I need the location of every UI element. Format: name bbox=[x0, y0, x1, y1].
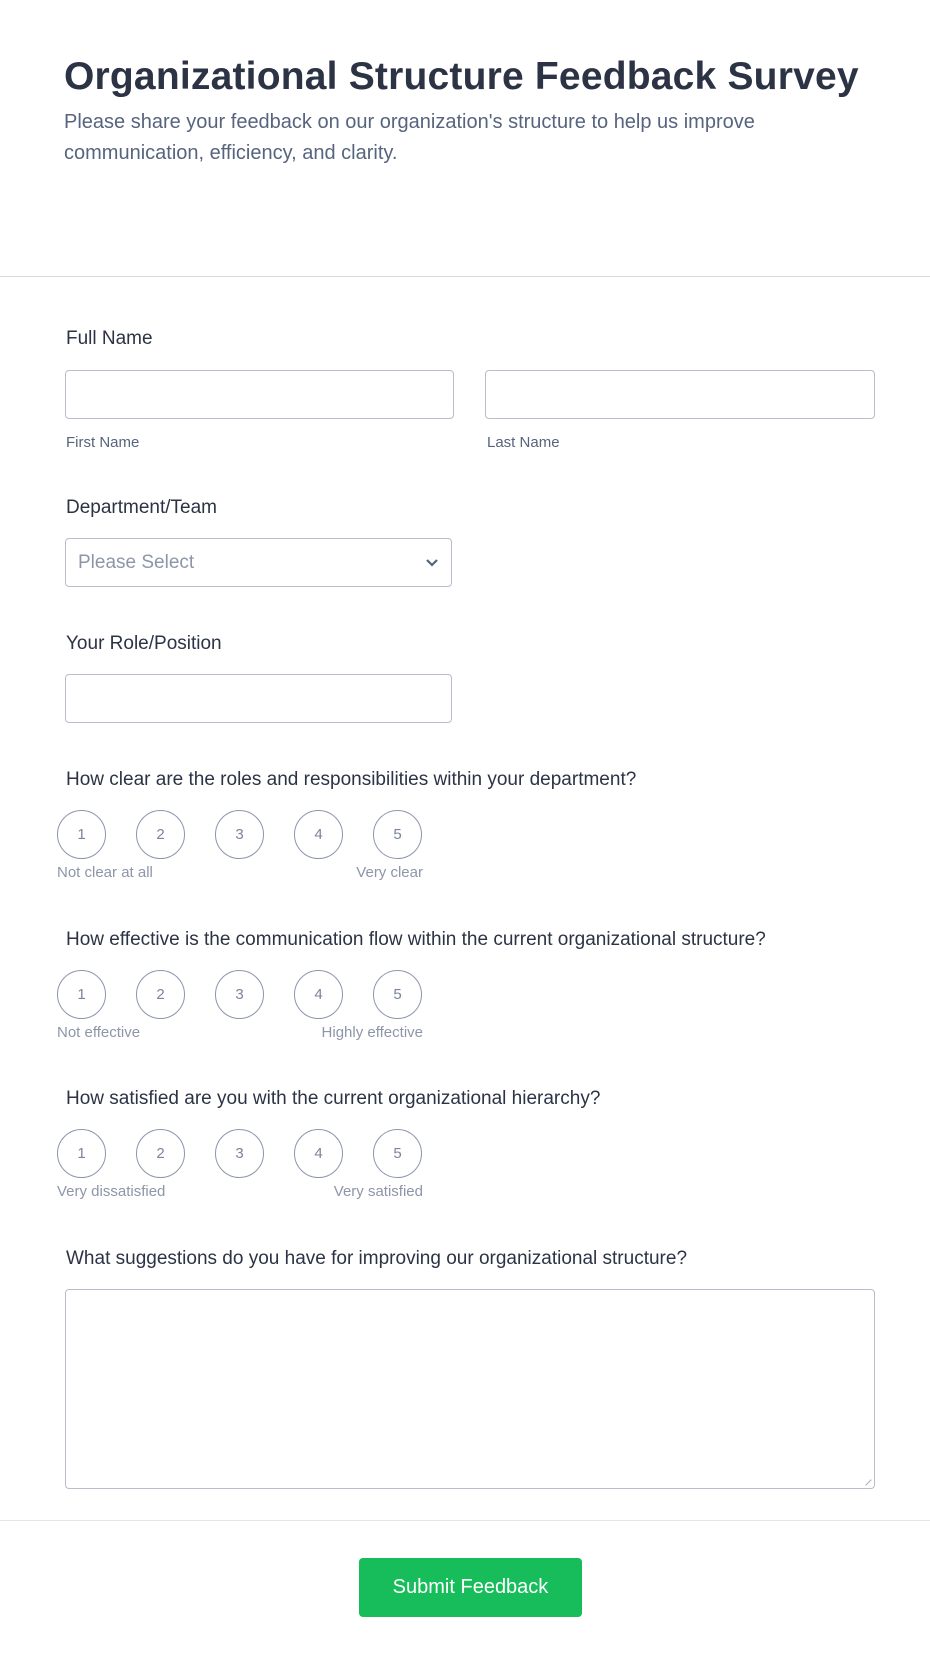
rating-option-4[interactable]: 4 bbox=[294, 970, 343, 1019]
department-placeholder: Please Select bbox=[78, 551, 195, 573]
rating-max-label: Highly effective bbox=[321, 1024, 423, 1041]
suggestions-textarea[interactable] bbox=[65, 1289, 875, 1489]
last-name-sublabel: Last Name bbox=[487, 434, 560, 451]
page-subtitle: Please share your feedback on our organization's structure to help us improve communication, efficiency, and clarity. bbox=[64, 111, 755, 164]
first-name-input[interactable] bbox=[65, 370, 454, 419]
rating-option-5[interactable]: 5 bbox=[373, 810, 422, 859]
question-label: How effective is the communication flow within the current organizational structure? bbox=[66, 929, 766, 950]
question-label: How clear are the roles and responsibilities within your department? bbox=[66, 769, 637, 790]
page-title: Organizational Structure Feedback Survey bbox=[64, 55, 859, 98]
rating-min-label: Very dissatisfied bbox=[57, 1183, 166, 1200]
last-name-input[interactable] bbox=[485, 370, 875, 419]
rating-option-2[interactable]: 2 bbox=[136, 970, 185, 1019]
rating-max-label: Very satisfied bbox=[333, 1183, 423, 1200]
rating-option-5[interactable]: 5 bbox=[373, 970, 422, 1019]
rating-min-label: Not clear at all bbox=[57, 864, 153, 881]
question-label: How satisfied are you with the current organizational hierarchy? bbox=[66, 1088, 601, 1109]
rating-option-5[interactable]: 5 bbox=[373, 1129, 422, 1178]
department-label: Department/Team bbox=[66, 497, 218, 518]
rating-max-label: Very clear bbox=[356, 864, 423, 881]
chevron-down-icon bbox=[425, 558, 439, 568]
rating-option-2[interactable]: 2 bbox=[136, 1129, 185, 1178]
rating-option-4[interactable]: 4 bbox=[294, 810, 343, 859]
department-select[interactable] bbox=[65, 538, 452, 587]
role-input[interactable] bbox=[65, 674, 452, 723]
submit-feedback-button[interactable]: Submit Feedback bbox=[359, 1558, 582, 1617]
role-label: Your Role/Position bbox=[66, 633, 222, 654]
full-name-label: Full Name bbox=[66, 328, 153, 349]
footer-divider bbox=[0, 1520, 930, 1521]
suggestions-label: What suggestions do you have for improving our organizational structure? bbox=[66, 1248, 688, 1269]
rating-option-1[interactable]: 1 bbox=[57, 1129, 106, 1178]
rating-option-1[interactable]: 1 bbox=[57, 970, 106, 1019]
resize-handle-icon[interactable] bbox=[860, 1474, 871, 1485]
rating-option-3[interactable]: 3 bbox=[215, 1129, 264, 1178]
rating-option-2[interactable]: 2 bbox=[136, 810, 185, 859]
rating-option-3[interactable]: 3 bbox=[215, 810, 264, 859]
form-header bbox=[0, 0, 930, 277]
rating-min-label: Not effective bbox=[57, 1024, 141, 1041]
rating-option-3[interactable]: 3 bbox=[215, 970, 264, 1019]
rating-option-1[interactable]: 1 bbox=[57, 810, 106, 859]
first-name-sublabel: First Name bbox=[66, 434, 140, 451]
rating-option-4[interactable]: 4 bbox=[294, 1129, 343, 1178]
